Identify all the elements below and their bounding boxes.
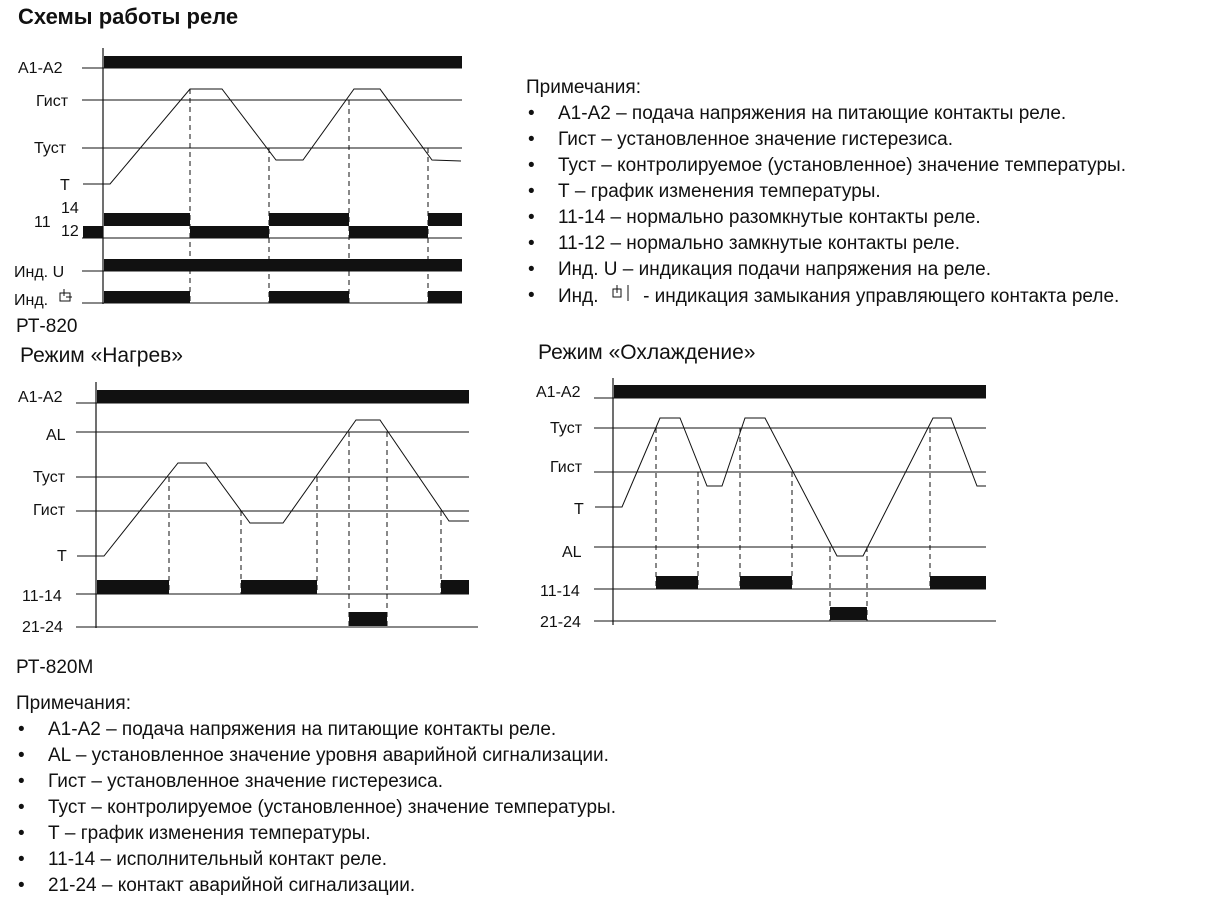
list-item <box>526 283 1126 311</box>
cooling-title: Режим «Охлаждение» <box>538 341 756 364</box>
page-title: Схемы работы реле <box>18 4 239 29</box>
heating-label-1114: 11-14 <box>22 588 62 605</box>
list-item: • 11-14 – нормально разомкнутые контакты реле. <box>526 205 1126 231</box>
cooling-2124-bar <box>830 607 867 620</box>
heating-diagram <box>18 382 478 636</box>
rt820-notes <box>526 75 1126 311</box>
cooling-label-al: AL <box>562 544 582 561</box>
heating-2124-bar <box>349 612 387 626</box>
heating-label-t: Т <box>57 548 67 565</box>
cooling-a1a2-bar <box>614 385 986 398</box>
list-item: • Гист – установленное значение гистерезиса. <box>526 127 1126 153</box>
heating-dashed-guides <box>169 432 441 627</box>
rt820-label-11: 11 <box>34 214 51 231</box>
list-item: • А1-А2 – подача напряжения на питающие контакты реле. <box>526 101 1126 127</box>
heating-1114-bars <box>97 580 469 594</box>
cooling-label-t: Т <box>574 501 584 518</box>
notes-last-prefix: Инд. <box>558 286 599 308</box>
heating-label-a1a2: А1-А2 <box>18 389 63 406</box>
rt820-diagram <box>14 48 462 309</box>
list-item: • А1-А2 – подача напряжения на питающие контакты реле. <box>16 717 616 743</box>
relay-contact-icon <box>60 289 72 301</box>
rt820-notes-header: Примечания: <box>526 77 641 98</box>
list-item: • Т – график изменения температуры. <box>16 821 616 847</box>
cooling-1114-bars <box>656 576 986 589</box>
cooling-label-tset: Туст <box>550 420 583 437</box>
rt820-label-tset: Туст <box>34 140 67 157</box>
rt820-label-t: Т <box>60 177 70 194</box>
list-item: • Туст – контролируемое (установленное) значение температуры. <box>526 153 1126 179</box>
list-item: • 11-14 – исполнительный контакт реле. <box>16 847 616 873</box>
rt820m-notes <box>16 691 616 899</box>
heating-label-hyst: Гист <box>33 502 66 519</box>
notes-last-suffix: - индикация замыкания управляющего контакта реле. <box>643 286 1120 308</box>
heating-label-tset: Туст <box>33 469 66 486</box>
rt820-indrelay-bars <box>104 291 462 303</box>
rt820-1112-bars <box>83 226 428 238</box>
heating-label-2124: 21-24 <box>22 619 63 636</box>
heating-title: Режим «Нагрев» <box>20 344 183 367</box>
rt820-label-14: 14 <box>61 200 79 217</box>
list-item: • Гист – установленное значение гистерезиса. <box>16 769 616 795</box>
list-item: • 11-12 – нормально замкнутые контакты реле. <box>526 231 1126 257</box>
rt820-label-indu: Инд. U <box>14 264 65 281</box>
list-item: • Т – график изменения температуры. <box>526 179 1126 205</box>
list-item: • AL – установленное значение уровня аварийной сигнализации. <box>16 743 616 769</box>
rt820-label-12: 12 <box>61 223 79 240</box>
rt820-1114-bars <box>104 213 462 226</box>
cooling-diagram <box>536 378 996 631</box>
relay-contact-icon <box>604 283 638 311</box>
heating-label-al: AL <box>46 427 66 444</box>
cooling-dashed-guides <box>656 428 930 621</box>
cooling-label-1114: 11-14 <box>540 583 580 600</box>
rt820-label-a1a2: А1-А2 <box>18 60 63 77</box>
rt820m-model-label: РТ-820М <box>16 657 94 678</box>
list-item: • 21-24 – контакт аварийной сигнализации. <box>16 873 616 899</box>
rt820-a1a2-bar <box>104 56 462 68</box>
rt820-label-hyst: Гист <box>36 93 69 110</box>
rt820m-notes-list <box>16 717 616 899</box>
heating-temperature-curve <box>77 420 469 556</box>
rt820m-notes-header: Примечания: <box>16 693 131 714</box>
rt820-temperature-curve <box>83 89 461 184</box>
rt820-indu-bar <box>104 259 462 271</box>
heating-a1a2-bar <box>97 390 469 403</box>
cooling-label-hyst: Гист <box>550 459 583 476</box>
cooling-label-2124: 21-24 <box>540 614 581 631</box>
cooling-label-a1a2: А1-А2 <box>536 384 581 401</box>
rt820-label-indrelay: Инд. <box>14 292 49 309</box>
list-item: • Туст – контролируемое (установленное) значение температуры. <box>16 795 616 821</box>
cooling-temperature-curve <box>595 418 986 556</box>
rt820-model-label: РТ-820 <box>16 316 78 337</box>
rt820-notes-list <box>526 101 1126 311</box>
list-item: • Инд. U – индикация подачи напряжения на реле. <box>526 257 1126 283</box>
